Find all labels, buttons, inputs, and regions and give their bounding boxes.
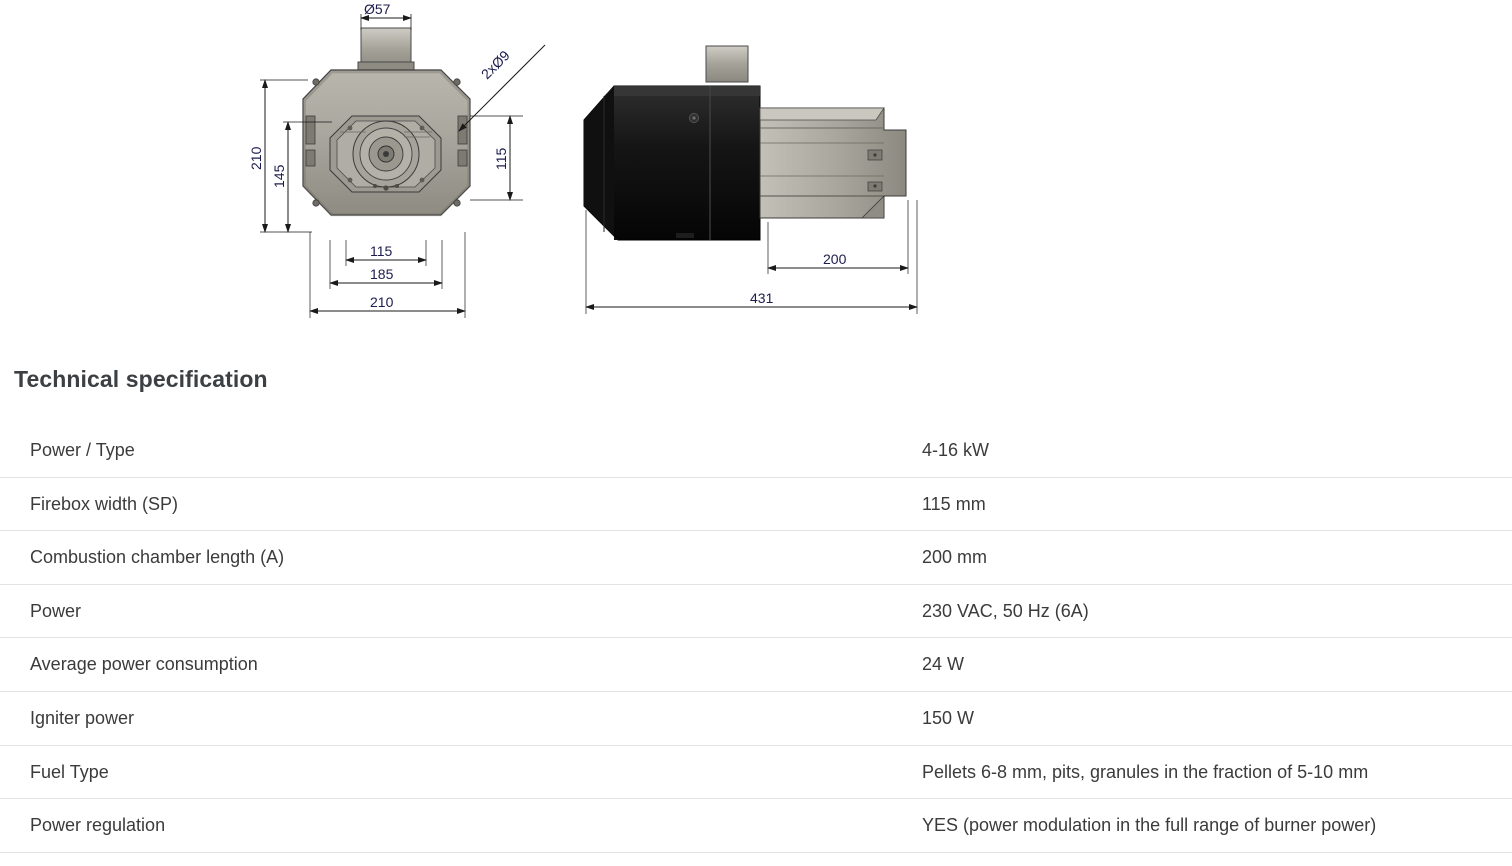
dim-front-height-outer: 210	[248, 146, 264, 170]
dim-front-width-inner: 115	[370, 243, 393, 259]
spec-label: Power regulation	[30, 815, 166, 836]
page-title: Technical specification	[14, 366, 268, 392]
spec-label: Firebox width (SP)	[30, 493, 179, 514]
spec-value: 150 W	[922, 707, 975, 728]
table-row	[0, 691, 1512, 745]
dim-side-total-length: 431	[750, 290, 774, 306]
spec-value: 230 VAC, 50 Hz (6A)	[922, 600, 1089, 621]
spec-label: Fuel Type	[30, 761, 109, 782]
front-view-drawing	[248, 1, 545, 318]
table-row	[0, 638, 1512, 692]
dim-side-chamber-length: 200	[823, 251, 847, 267]
spec-value: 200 mm	[922, 547, 988, 568]
dim-hole-callout: 2xØ9	[477, 47, 513, 83]
side-view-drawing	[584, 46, 917, 314]
table-row	[0, 745, 1512, 799]
technical-specification-table	[0, 424, 1512, 853]
table-row	[0, 799, 1512, 853]
dim-front-width-outer: 210	[370, 294, 394, 310]
table-row	[0, 477, 1512, 531]
spec-label: Power	[30, 600, 82, 621]
table-row	[0, 424, 1512, 477]
spec-value: 24 W	[922, 654, 965, 675]
dim-front-top-diameter: Ø57	[364, 1, 391, 17]
spec-label: Combustion chamber length (A)	[30, 547, 285, 568]
dim-front-right-height: 115	[493, 147, 509, 170]
dim-front-width-mid: 185	[370, 266, 394, 282]
spec-value: 115 mm	[922, 493, 986, 514]
spec-label: Average power consumption	[30, 654, 258, 675]
spec-value: 4-16 kW	[922, 440, 990, 460]
spec-value: YES (power modulation in the full range of burner power)	[922, 815, 1377, 836]
technical-drawing	[0, 0, 1512, 340]
spec-label: Igniter power	[30, 707, 135, 728]
spec-value: Pellets 6-8 mm, pits, granules in the fraction of 5-10 mm	[922, 761, 1369, 782]
spec-label: Power / Type	[30, 440, 135, 460]
table-row	[0, 531, 1512, 585]
table-row	[0, 584, 1512, 638]
dim-front-height-inner: 145	[271, 164, 287, 188]
